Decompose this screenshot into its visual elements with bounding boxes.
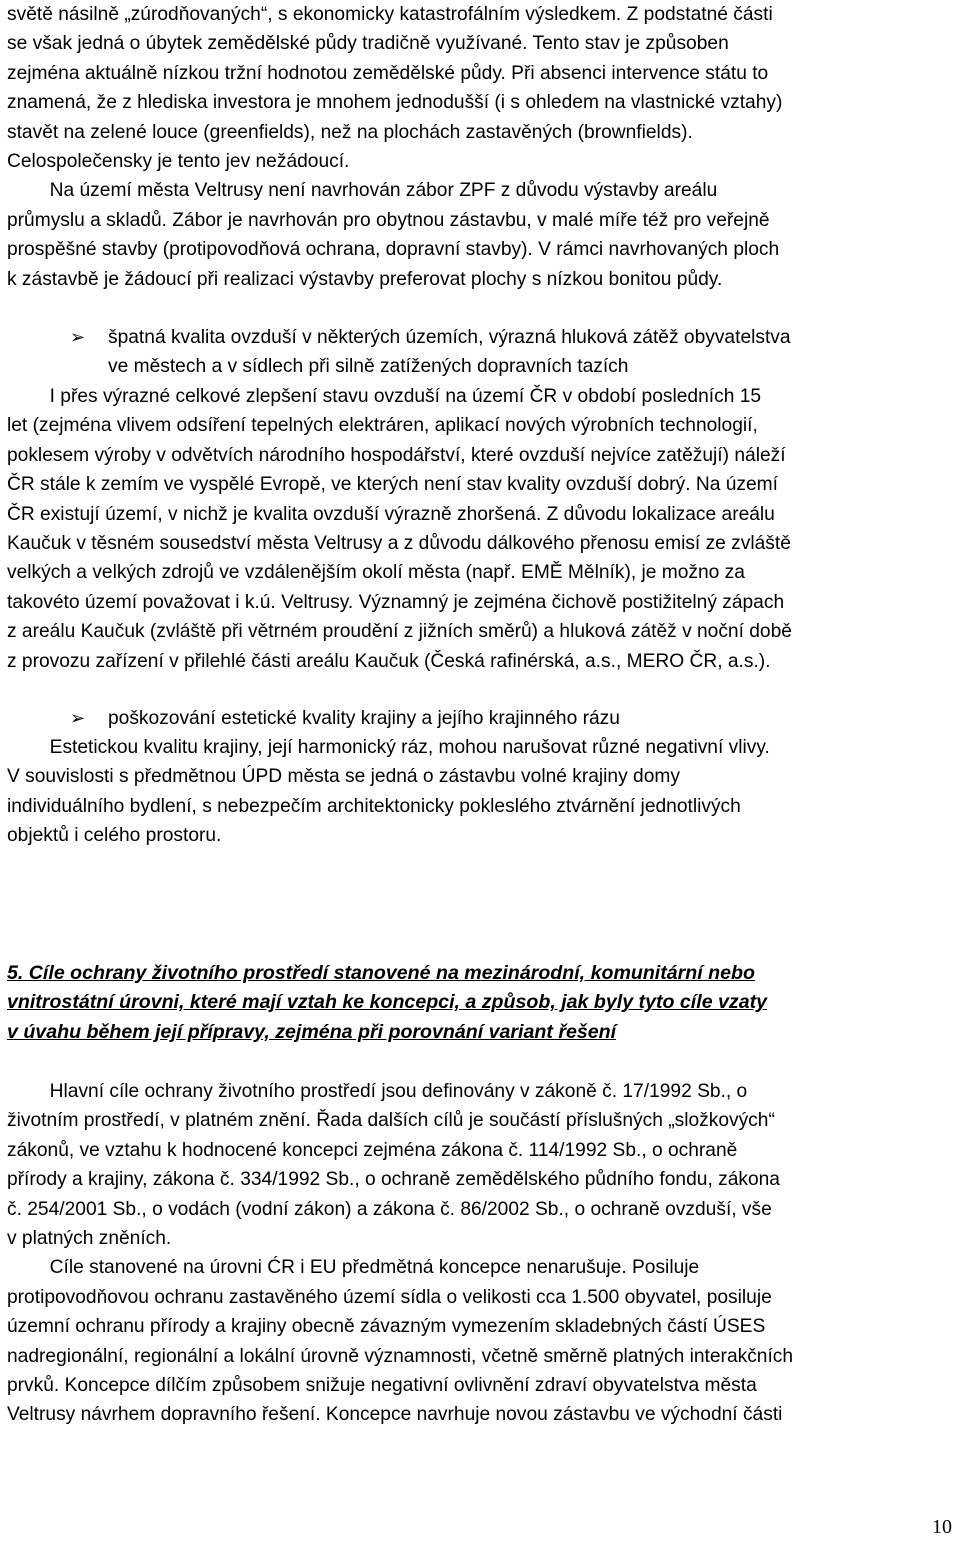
text-line: protipovodňovou ochranu zastavěného území sídla o velikosti cca 1.500 obyvatel, posiluje [7,1286,772,1308]
paragraph-air-quality [7,382,953,676]
arrow-bullet-icon: ➢ [70,708,86,729]
section-heading [7,959,953,1047]
text-line: Hlavní cíle ochrany životního prostředí jsou definovány v zákoně č. 17/1992 Sb., o [7,1081,748,1102]
bullet-text-line: poškozování estetické kvality krajiny a jejího krajinného rázu [108,708,620,729]
text-line: z provozu zařízení v přilehlé části areálu Kaučuk (Česká rafinérská, a.s., MERO ČR, a.s.). [7,650,771,672]
text-line: v platných zněních. [7,1228,172,1250]
text-line: let (zejména vlivem odsíření tepelných elektráren, aplikací nových výrobních technologií, [7,415,758,437]
text-line: se však jedná o úbytek zemědělské půdy tradičně využívané. Tento stav je způsoben [7,33,729,55]
text-line: I přes výrazné celkové zlepšení stavu ovzduší na území ČR v období posledních 15 [7,386,762,407]
heading-line: vnitrostátní úrovni, které mají vztah ke koncepci, a způsob, jak byly tyto cíle vzaty [7,991,768,1014]
text-line: ČR stále k zemím ve vyspělé Evropě, ve kterých není stav kvality ovzduší dobrý. Na území [7,474,778,496]
paragraph-environment-goals [7,1077,953,1430]
text-line: zákonů, ve vztahu k hodnocené koncepci zejména zákona č. 114/1992 Sb., o ochraně [7,1139,738,1161]
text-line: Na území města Veltrusy není navrhován zábor ZPF z důvodu výstavby areálu [7,180,718,202]
text-line: č. 254/2001 Sb., o vodách (vodní zákon) a zákona č. 86/2002 Sb., o ochraně ovzduší, vše [7,1198,772,1220]
text-line: V souvislosti s předmětnou ÚPD města se jedná o zástavbu volné krajiny domy [7,766,680,788]
bullet-landscape [0,704,960,734]
heading-line: v úvahu během její přípravy, zejména při porovnání variant řešení [7,1020,617,1043]
text-line: individuálního bydlení, s nebezpečím architektonicky pokleslého ztvárnění jednotlivých [7,795,741,817]
text-line: poklesem výroby v odvětvích národního hospodářství, které ovzduší nejvíce zatěžují) náleží [7,444,786,466]
text-line: životním prostředí, v platném znění. Řada dalších cílů je součástí příslušných „složkových“ [7,1110,775,1132]
bullet-text-line: ve městech a v sídlech při silně zatížených dopravních tazích [108,356,629,378]
text-line: světě násilně „zúrodňovaných“, s ekonomicky katastrofálním výsledkem. Z podstatné části [7,4,773,25]
text-line: průmyslu a skladů. Zábor je navrhován pro obytnou zástavbu, v malé míře též pro veřejně [7,209,770,231]
paragraph-landscape [7,733,953,851]
arrow-bullet-icon: ➢ [70,327,86,348]
text-line: takovéto území považovat i k.ú. Veltrusy. Významný je zejména čichově postižitelný zápach [7,591,785,613]
text-line: Veltrusy návrhem dopravního řešení. Koncepce navrhuje novou zástavbu ve východní části [7,1404,783,1426]
text-line: Kaučuk v těsném sousedství města Veltrusy a z důvodu dálkového přenosu emisí ze zvláště [7,533,791,555]
text-line: znamená, že z hlediska investora je mnohem jednodušší (i s ohledem na vlastnické vztahy) [7,92,783,114]
text-line: Estetickou kvalitu krajiny, její harmonický ráz, mohou narušovat různé negativní vlivy. [7,737,770,758]
text-line: z areálu Kaučuk (zvláště při větrném proudění z jižních směrů) a hluková zátěž v noční době [7,621,792,643]
text-line: nadregionální, regionální a lokální úrovně významnosti, včetně směrně platných interakčních [7,1345,794,1367]
bullet-text-line: špatná kvalita ovzduší v některých územích, výrazná hluková zátěž obyvatelstva [108,327,791,348]
text-line: ČR existují území, v nichž je kvalita ovzduší výrazně zhoršená. Z důvodu lokalizace areálu [7,503,775,525]
text-line: stavět na zelené louce (greenfields), než na plochách zastavěných (brownfields). [7,121,693,143]
text-line: velkých a velkých zdrojů ve vzdálenějším okolí města (např. EMĚ Mělník), je možno za [7,562,745,584]
text-line: objektů i celého prostoru. [7,825,222,847]
text-line: přírody a krajiny, zákona č. 334/1992 Sb., o ochraně zemědělského půdního fondu, zákona [7,1169,780,1191]
page-number: 10 [932,1516,952,1538]
bullet-air-quality [0,323,960,383]
text-line: Celospolečensky je tento jev nežádoucí. [7,151,350,173]
text-line: prvků. Koncepce dílčím způsobem snižuje negativní ovlivnění zdraví obyvatelstva města [7,1375,757,1397]
paragraph-land-use [7,0,953,294]
text-line: k zástavbě je žádoucí při realizaci výstavby preferovat plochy s nízkou bonitou půdy. [7,268,723,290]
heading-line: 5. Cíle ochrany životního prostředí stanovené na mezinárodní, komunitární nebo [7,962,755,984]
text-line: zejména aktuálně nízkou tržní hodnotou zemědělské půdy. Při absenci intervence státu to [7,62,769,84]
text-line: prospěšné stavby (protipovodňová ochrana, dopravní stavby). V rámci navrhovaných ploch [7,239,780,261]
text-line: Cíle stanovené na úrovni ĆR i EU předmětná koncepce nenarušuje. Posiluje [7,1257,700,1279]
text-line: územní ochranu přírody a krajiny obecně závazným vymezením skladebných částí ÚSES [7,1316,766,1338]
